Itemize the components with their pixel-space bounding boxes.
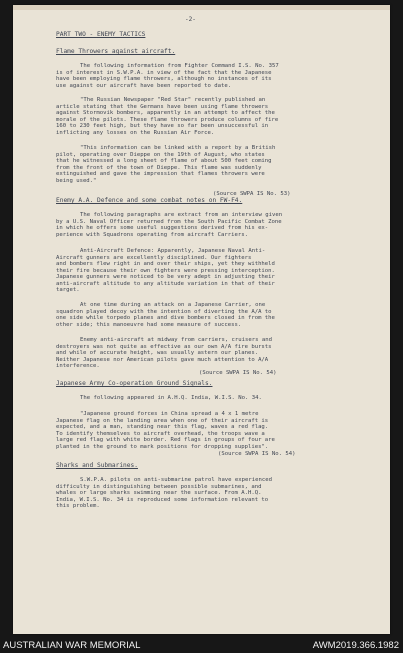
text-line: against Stormovik bombers, apparently in an attempt to affect the bbox=[56, 110, 275, 117]
footer-accession-number: AWM2019.366.1982 bbox=[312, 640, 399, 651]
text-line: perience with Squadrons operating from aircraft Carriers. bbox=[56, 231, 248, 238]
text-line: in which he offers some useful suggestions derived from his ex- bbox=[56, 225, 269, 232]
text-line: this problem. bbox=[56, 503, 100, 510]
paragraph bbox=[56, 337, 366, 370]
text-line: being used." bbox=[56, 177, 97, 184]
text-line: S.W.P.A. pilots on anti-submarine patrol have experienced bbox=[80, 477, 272, 483]
text-line: At one time during an attack on a Japanese Carrier, one bbox=[80, 302, 266, 308]
text-line: target. bbox=[56, 287, 80, 294]
text-line: "This information can be linked with a report by a British bbox=[80, 145, 276, 151]
typed-sheet bbox=[13, 5, 390, 634]
text-line: and while of accurate height, was usually astern our planes. bbox=[56, 350, 259, 357]
text-line: Neither Japanese nor American pilots gave much attention to A/A bbox=[56, 356, 269, 363]
paragraph bbox=[56, 477, 366, 510]
section-title: Japanese Army Co-operation Ground Signals. bbox=[56, 380, 213, 387]
text-line: is of interest in S.W.P.A. in view of the fact that the Japanese bbox=[56, 69, 272, 76]
text-line: that he witnessed a long sheet of flame of about 500 feet coming bbox=[56, 158, 272, 165]
footer-institution: AUSTRALIAN WAR MEMORIAL bbox=[3, 640, 141, 651]
source-citation: (Source SWPA IS No. 54) bbox=[199, 370, 277, 376]
text-line: use against our aircraft have been reported to date. bbox=[56, 82, 232, 89]
section-title: Flame Throwers against aircraft. bbox=[56, 48, 176, 55]
text-line: The following appeared in A.H.Q. India, W.I.S. No. 34. bbox=[80, 395, 262, 401]
text-line: article stating that the Germans have been using flame throwers bbox=[56, 103, 269, 110]
text-line: expected, and a man, standing near this flag, waves a red flag. bbox=[56, 424, 269, 431]
part-heading: PART TWO - ENEMY TACTICS bbox=[56, 31, 146, 38]
text-line: "Japanese ground forces in China spread a 4 x 1 metre bbox=[80, 411, 259, 417]
paragraph bbox=[56, 97, 366, 136]
text-line: squadron played decoy with the intention of diverting the A/A to bbox=[56, 308, 272, 315]
text-line: their fire because their own fighters were pressing interception. bbox=[56, 267, 275, 274]
text-line: one side while torpedo planes and dive bombers closed in from the bbox=[56, 315, 275, 322]
text-line: other side; this manoeuvre had some measure of success. bbox=[56, 321, 242, 328]
text-line: by a U.S. Naval Officer returned from the South Pacific Combat Zone bbox=[56, 218, 282, 225]
text-line: The following paragraphs are extract from an interview given bbox=[80, 212, 283, 218]
paragraph bbox=[56, 411, 366, 450]
text-line: Anti-Aircraft Defence: Apparently, Japanese Naval Anti- bbox=[80, 248, 266, 254]
paragraph bbox=[56, 248, 366, 294]
page-number: - 2 - bbox=[185, 17, 196, 24]
text-line: planted in the ground to mark positions for dropping supplies". bbox=[56, 443, 269, 450]
archive-footer bbox=[0, 637, 403, 653]
text-line: extinguished and gave the impression that flames throwers were bbox=[56, 171, 265, 178]
text-line: from the front of the town of Dieppe. This flame was suddenly bbox=[56, 164, 262, 171]
section-title: Sharks and Submarines. bbox=[56, 462, 138, 469]
text-line: anti-aircraft altitude to any altitude variation in that of their bbox=[56, 280, 275, 287]
paragraph bbox=[56, 395, 366, 402]
text-line: pilot, operating over Dieppe on the 19th of August, who states bbox=[56, 151, 265, 158]
text-line: Enemy anti-aircraft at midway from carriers, cruisers and bbox=[80, 337, 272, 343]
paragraph bbox=[56, 302, 366, 328]
text-line: destroyers was not quite as effective as our own A/A fire bursts bbox=[56, 343, 272, 350]
text-line: 160 to 230 feet high, but they have so far been unsuccessful in bbox=[56, 123, 269, 130]
text-line: To identify themselves to aircraft overhead, the troops wave a bbox=[56, 430, 265, 437]
paragraph bbox=[56, 145, 366, 184]
text-line: The following information from Fighter Command I.S. No. 357 bbox=[80, 63, 279, 69]
text-line: Japanese gunners were noticed to be very adept in adjusting their bbox=[56, 274, 275, 281]
paragraph bbox=[56, 63, 366, 89]
text-line: Aircraft gunners are excellently disciplined. Our fighters bbox=[56, 254, 252, 261]
document-page bbox=[13, 5, 390, 634]
text-line: "The Russian Newspaper "Red Star" recently published an bbox=[80, 97, 266, 103]
text-line: difficulty in distinguishing between possible submarines, and bbox=[56, 483, 262, 490]
text-line: interference. bbox=[56, 363, 100, 370]
text-line: large red flag with white border. Red flags in groups of four are bbox=[56, 437, 275, 444]
text-line: and bombers flew right in and over their ships, yet they withheld bbox=[56, 261, 275, 268]
text-line: Japanese flag on the landing area when one of their aircraft is bbox=[56, 417, 269, 424]
source-citation: (Source SWPA IS No. 53) bbox=[213, 191, 291, 197]
text-line: whales or large sharks swimming near the surface. From A.H.Q. bbox=[56, 490, 262, 497]
source-citation: (Source SWPA IS No. 54) bbox=[218, 451, 296, 457]
paragraph bbox=[56, 212, 366, 238]
text-line: India, W.I.S. No. 34 is reproduced some information relevant to bbox=[56, 496, 269, 503]
section-title: Enemy A.A. Defence and some combat notes on FW-F4. bbox=[56, 197, 243, 204]
text-line: have been employing flame throwers, although no instances of its bbox=[56, 76, 272, 83]
text-line: morale of the pilots. These flame throwers produce columns of fire bbox=[56, 116, 279, 123]
text-line: inflicting any losses on the Russian Air Force. bbox=[56, 129, 215, 136]
